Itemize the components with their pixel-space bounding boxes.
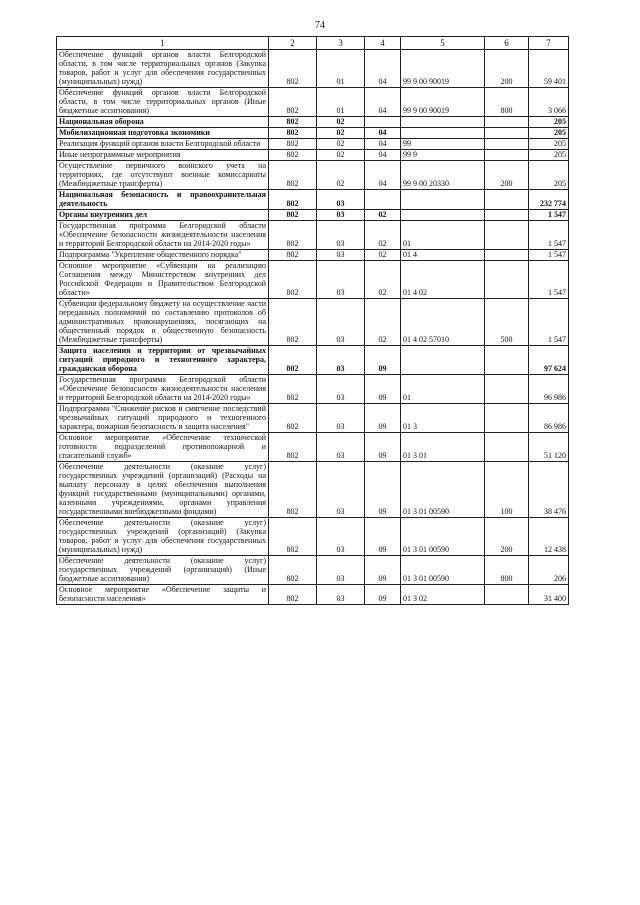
target-article-cell: 01 3 01 00590 [401,462,485,518]
target-article-cell: 01 [401,221,485,250]
row-name-cell: Обеспечение функций органов власти Белгородской области, в том числе территориальных органов (Закупка товаров, работ и услуг для обеспечения государственных (муниципальных) нужд) [57,50,269,88]
section-cell: 02 [317,161,365,190]
section-cell: 03 [317,221,365,250]
section-cell: 02 [317,128,365,139]
code-cell: 802 [269,190,317,210]
row-name-cell: Защита населения и территории от чрезвычайных ситуаций природного и техногенного характера, гражданская оборона [57,346,269,375]
target-article-cell [401,128,485,139]
row-name-cell: Национальная безопасность и правоохранительная деятельность [57,190,269,210]
column-header: 6 [485,37,529,50]
expense-type-cell [485,221,529,250]
row-name-cell: Государственная программа Белгородской области «Обеспечение безопасности жизнедеятельности населения и территорий Белгородской области на 2014-2020 годы» [57,375,269,404]
target-article-cell: 01 4 02 [401,261,485,299]
expense-type-cell: 500 [485,299,529,346]
code-cell: 802 [269,299,317,346]
expense-type-cell [485,128,529,139]
section-cell: 02 [317,117,365,128]
code-cell: 802 [269,346,317,375]
row-name-cell: Обеспечение деятельности (оказание услуг) государственных учреждений (организаций) (Иные бюджетные ассигнования) [57,556,269,585]
target-article-cell: 99 9 [401,150,485,161]
target-article-cell: 01 3 [401,404,485,433]
amount-cell: 51 120 [529,433,569,462]
code-cell: 802 [269,585,317,605]
amount-cell: 1 547 [529,250,569,261]
subsection-cell: 09 [365,462,401,518]
target-article-cell: 01 3 01 00590 [401,556,485,585]
target-article-cell: 01 3 01 [401,433,485,462]
row-name-cell: Подпрограмма "Снижение рисков и смягчение последствий чрезвычайных ситуаций природного и техногенного характера, пожарная безопасность и защита населения" [57,404,269,433]
table-row [57,117,569,128]
column-header: 5 [401,37,485,50]
section-cell: 03 [317,190,365,210]
table-row [57,433,569,462]
table-row [57,404,569,433]
subsection-cell: 04 [365,128,401,139]
target-article-cell: 99 9 00 20330 [401,161,485,190]
table-row [57,299,569,346]
code-cell: 802 [269,210,317,221]
amount-cell: 205 [529,139,569,150]
code-cell: 802 [269,375,317,404]
code-cell: 802 [269,50,317,88]
target-article-cell [401,346,485,375]
amount-cell: 12 438 [529,518,569,556]
amount-cell: 1 547 [529,210,569,221]
subsection-cell: 04 [365,150,401,161]
subsection-cell: 09 [365,518,401,556]
subsection-cell: 02 [365,250,401,261]
subsection-cell: 02 [365,210,401,221]
row-name-cell: Органы внутренних дел [57,210,269,221]
column-header: 4 [365,37,401,50]
table-row [57,128,569,139]
expense-type-cell: 800 [485,556,529,585]
expense-type-cell [485,585,529,605]
target-article-cell: 01 4 02 57010 [401,299,485,346]
target-article-cell: 99 9 00 90019 [401,50,485,88]
code-cell: 802 [269,221,317,250]
expense-type-cell [485,250,529,261]
section-cell: 03 [317,462,365,518]
target-article-cell: 01 4 [401,250,485,261]
section-cell: 02 [317,150,365,161]
subsection-cell: 04 [365,88,401,117]
section-cell: 03 [317,346,365,375]
expense-type-cell: 200 [485,161,529,190]
table-row [57,346,569,375]
row-name-cell: Субвенции федеральному бюджету на осуществление части переданных полномочий по составлению протоколов об административных правонарушениях, посягающих на общественный порядок и общественную безопасность (Межбюджетные трансферты) [57,299,269,346]
section-cell: 03 [317,375,365,404]
subsection-cell: 02 [365,261,401,299]
subsection-cell [365,190,401,210]
row-name-cell: Иные непрограммные мероприятия [57,150,269,161]
code-cell: 802 [269,404,317,433]
expense-type-cell [485,433,529,462]
section-cell: 03 [317,585,365,605]
amount-cell: 205 [529,128,569,139]
section-cell: 03 [317,404,365,433]
expense-type-cell: 200 [485,50,529,88]
amount-cell: 1 547 [529,299,569,346]
section-cell: 03 [317,299,365,346]
expense-type-cell: 800 [485,88,529,117]
code-cell: 802 [269,261,317,299]
code-cell: 802 [269,518,317,556]
code-cell: 802 [269,88,317,117]
code-cell: 802 [269,433,317,462]
section-cell: 01 [317,88,365,117]
row-name-cell: Реализация функций органов власти Белгородской области [57,139,269,150]
expense-type-cell [485,150,529,161]
table-row [57,150,569,161]
expense-type-cell [485,375,529,404]
amount-cell: 96 986 [529,375,569,404]
row-name-cell: Обеспечение функций органов власти Белгородской области, в том числе территориальных органов (Иные бюджетные ассигнования) [57,88,269,117]
row-name-cell: Основное мероприятие «Обеспечение технической готовности подразделений противопожарной и спасательной служб» [57,433,269,462]
amount-cell: 59 401 [529,50,569,88]
table-row [57,88,569,117]
subsection-cell: 04 [365,139,401,150]
amount-cell: 38 476 [529,462,569,518]
code-cell: 802 [269,556,317,585]
target-article-cell [401,117,485,128]
amount-cell: 205 [529,161,569,190]
amount-cell: 1 547 [529,261,569,299]
section-cell: 01 [317,50,365,88]
table-row [57,250,569,261]
table-row [57,190,569,210]
row-name-cell: Мобилизационная подготовка экономики [57,128,269,139]
row-name-cell: Основное мероприятие «Субвенции на реализацию Соглашения между Министерством внутренних дел Российской Федерации и Правительством Белгородской области» [57,261,269,299]
section-cell: 02 [317,139,365,150]
subsection-cell: 02 [365,299,401,346]
column-header: 3 [317,37,365,50]
table-row [57,556,569,585]
expense-type-cell [485,404,529,433]
section-cell: 03 [317,433,365,462]
table-row [57,221,569,250]
subsection-cell: 09 [365,404,401,433]
amount-cell: 86 986 [529,404,569,433]
expense-type-cell: 200 [485,518,529,556]
subsection-cell: 04 [365,50,401,88]
column-header: 7 [529,37,569,50]
expense-type-cell [485,261,529,299]
table-row [57,518,569,556]
table-row [57,161,569,190]
section-cell: 03 [317,556,365,585]
amount-cell: 97 624 [529,346,569,375]
row-name-cell: Национальная оборона [57,117,269,128]
amount-cell: 205 [529,150,569,161]
expense-type-cell [485,210,529,221]
row-name-cell: Подпрограмма "Укрепление общественного порядка" [57,250,269,261]
subsection-cell: 09 [365,585,401,605]
target-article-cell: 99 9 00 90019 [401,88,485,117]
budget-table [56,36,569,605]
code-cell: 802 [269,139,317,150]
code-cell: 802 [269,117,317,128]
table-row [57,261,569,299]
subsection-cell: 09 [365,346,401,375]
target-article-cell: 99 [401,139,485,150]
row-name-cell: Государственная программа Белгородской области «Обеспечение безопасности жизнедеятельности населения и территорий Белгородской области на 2014-2020 годы» [57,221,269,250]
target-article-cell [401,210,485,221]
amount-cell: 3 066 [529,88,569,117]
expense-type-cell [485,346,529,375]
amount-cell: 206 [529,556,569,585]
expense-type-cell [485,139,529,150]
table-row [57,50,569,88]
target-article-cell: 01 3 01 00590 [401,518,485,556]
row-name-cell: Основное мероприятие «Обеспечение защиты и безопасности населения» [57,585,269,605]
column-header: 2 [269,37,317,50]
code-cell: 802 [269,128,317,139]
section-cell: 03 [317,518,365,556]
row-name-cell: Обеспечение деятельности (оказание услуг) государственных учреждений (организаций) (Расходы на выплату персоналу в целях обеспечения выполнения функций государственными (муниципальными) органами, казенными учреждениями, органами управления государственными внебюджетными фондами) [57,462,269,518]
table-row [57,139,569,150]
row-name-cell: Обеспечение деятельности (оказание услуг) государственных учреждений (организаций) (Закупка товаров, работ и услуг для обеспечения государственных (муниципальных) нужд) [57,518,269,556]
target-article-cell: 01 3 02 [401,585,485,605]
code-cell: 802 [269,462,317,518]
page-number: 74 [315,20,325,31]
table-row [57,462,569,518]
code-cell: 802 [269,250,317,261]
subsection-cell: 04 [365,161,401,190]
section-cell: 03 [317,210,365,221]
code-cell: 802 [269,161,317,190]
target-article-cell [401,190,485,210]
column-header: 1 [57,37,269,50]
header-row [57,37,569,50]
subsection-cell [365,117,401,128]
expense-type-cell [485,190,529,210]
amount-cell: 31 400 [529,585,569,605]
table-row [57,375,569,404]
amount-cell: 1 547 [529,221,569,250]
code-cell: 802 [269,150,317,161]
amount-cell: 205 [529,117,569,128]
target-article-cell: 01 [401,375,485,404]
expense-type-cell [485,117,529,128]
subsection-cell: 09 [365,556,401,585]
section-cell: 03 [317,261,365,299]
amount-cell: 232 774 [529,190,569,210]
section-cell: 03 [317,250,365,261]
table-row [57,585,569,605]
expense-type-cell: 100 [485,462,529,518]
subsection-cell: 02 [365,221,401,250]
table-row [57,210,569,221]
row-name-cell: Осуществление первичного воинского учета на территориях, где отсутствуют военные комиссариаты (Межбюджетные трансферты) [57,161,269,190]
subsection-cell: 09 [365,375,401,404]
subsection-cell: 09 [365,433,401,462]
